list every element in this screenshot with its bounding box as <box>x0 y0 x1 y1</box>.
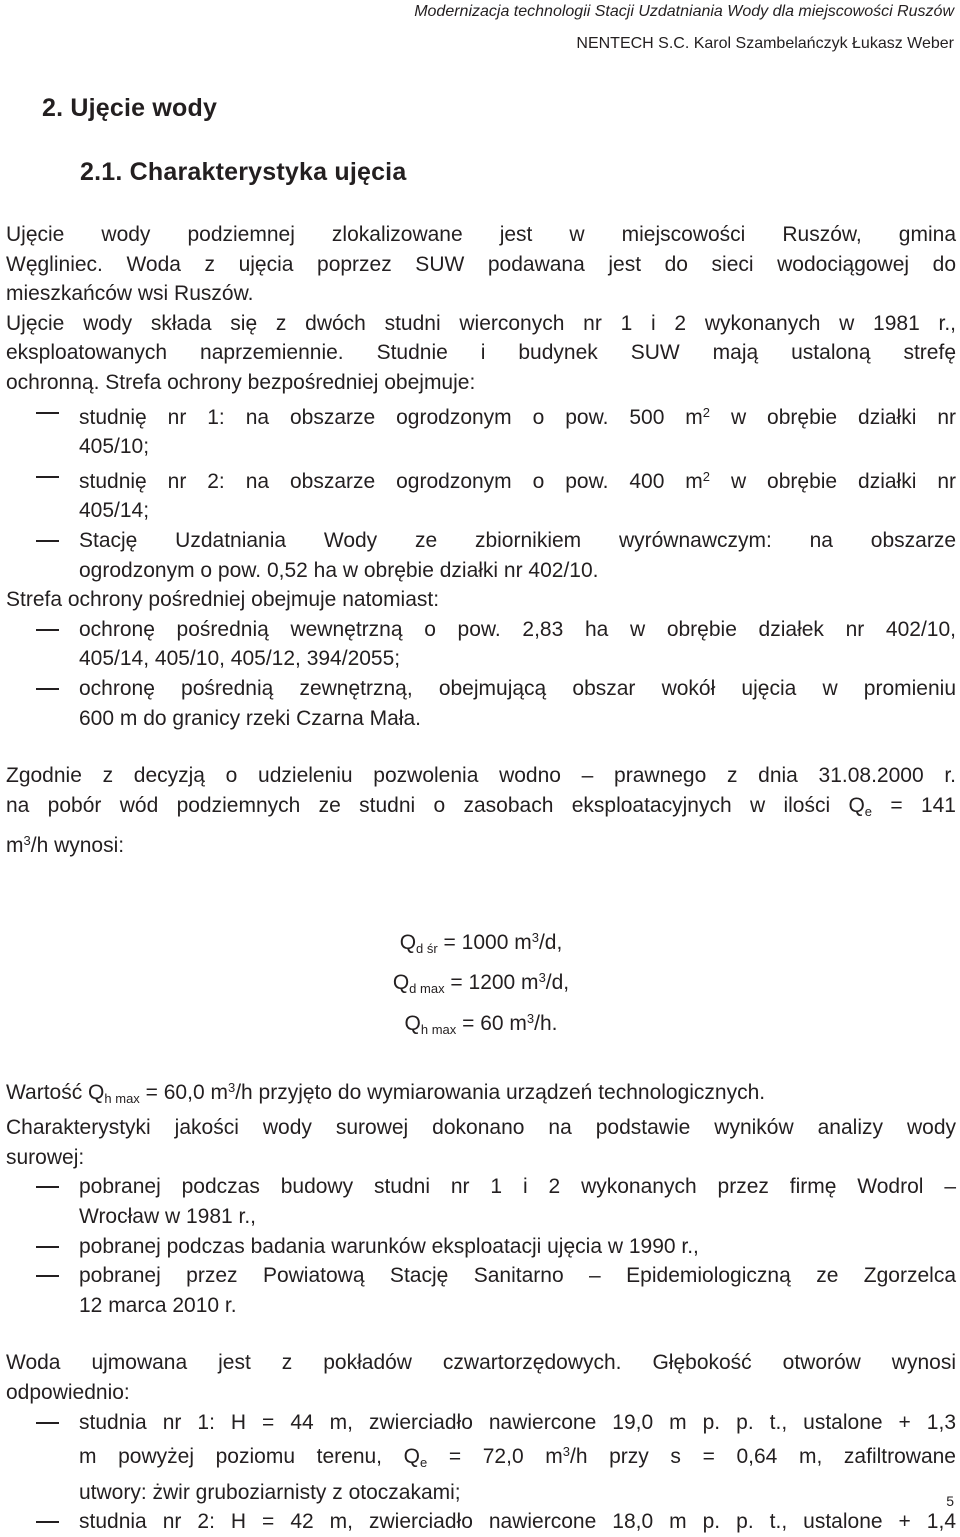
dash-bullet <box>36 1186 59 1188</box>
list-item <box>6 1408 956 1508</box>
list-text: pobranej podczas budowy studni nr 1 i 2 wykonanych przez firmę Wodrol – <box>79 1175 956 1199</box>
section-heading: 2. Ujęcie wody <box>42 94 218 122</box>
formula-text: = 60 m <box>456 1012 527 1036</box>
subsection-heading: 2.1. Charakterystyka ujęcia <box>80 158 407 186</box>
paragraph-line: Ujęcie wody podziemnej zlokalizowane jest w miejscowości Ruszów, gmina <box>6 223 956 246</box>
formula-text: /d, <box>545 971 570 995</box>
list-text: 405/14, 405/10, 405/12, 394/2055; <box>79 647 401 671</box>
list-text: ochronę pośrednią zewnętrzną, obejmującą obszar wokół ujęcia w promieniu <box>79 676 956 700</box>
superscript: 3 <box>227 1079 236 1095</box>
list-text: 405/14; <box>79 499 150 523</box>
list-text: 600 m do granicy rzeki Czarna Mała. <box>79 706 421 730</box>
dash-bullet <box>36 476 59 478</box>
superscript: 3 <box>562 1444 570 1460</box>
formula-symbol: Q <box>399 930 417 954</box>
list-text: 405/10; <box>79 435 150 459</box>
paragraph-line: odpowiednio: <box>6 1381 130 1404</box>
superscript: 3 <box>526 1011 535 1027</box>
header-company: NENTECH S.C. Karol Szambelańczyk Łukasz Weber <box>576 35 954 52</box>
list-text: ochronę pośrednią wewnętrzną o pow. 2,83 ha w obrębie działek nr 402/10, <box>79 617 956 641</box>
formula <box>6 923 956 964</box>
dash-bullet <box>36 1422 59 1424</box>
paragraph-text: m <box>6 834 24 858</box>
paragraph-text: = 60,0 m <box>139 1080 228 1104</box>
subscript: h max <box>104 1090 140 1106</box>
paragraph-line: Woda ujmowana jest z pokładów czwartorzędowych. Głębokość otworów wynosi <box>6 1351 956 1375</box>
list-text: ogrodzonym o pow. 0,52 ha w obrębie działki nr 402/10. <box>79 558 599 582</box>
list-text: = 72,0 m <box>427 1445 563 1469</box>
formula-text: = 1200 m <box>444 971 539 995</box>
paragraph-line: surowej: <box>6 1145 85 1169</box>
formula <box>6 1004 956 1045</box>
header-title: Modernizacja technologii Stacji Uzdatniania Wody dla miejscowości Ruszów <box>414 3 954 20</box>
formula-text: /d, <box>538 930 563 954</box>
superscript: 2 <box>702 404 711 420</box>
list-item <box>6 398 956 462</box>
list-text: w obrębie działki nr <box>710 469 956 493</box>
document-body <box>6 220 956 1537</box>
superscript: 2 <box>702 468 711 484</box>
list-text: studnia nr 2: H = 42 m, zwierciadło nawiercone 18,0 m p. p. t., ustalone + 1,4 <box>79 1510 956 1534</box>
list-text: /h przy s = 0,64 m, zafiltrowane <box>569 1445 956 1469</box>
paragraph-text: /h wynosi: <box>30 834 125 858</box>
list-text: utwory: żwir gruboziarnisty z otoczakami; <box>79 1480 461 1504</box>
dash-bullet <box>36 412 59 414</box>
superscript: 3 <box>538 970 546 986</box>
paragraph-text: na pobór wód podziemnych ze studni o zasobach eksploatacyjnych w ilości Q <box>6 793 865 817</box>
list-item <box>6 615 956 674</box>
list-text: 12 marca 2010 r. <box>79 1293 237 1317</box>
paragraph-line: Zgodnie z decyzją o udzieleniu pozwolenia wodno – prawnego z dnia 31.08.2000 r. <box>6 764 956 788</box>
list-text: pobranej podczas badania warunków eksploatacji ujęcia w 1990 r., <box>79 1234 699 1258</box>
list-text: pobranej przez Powiatową Stację Sanitarno – Epidemiologiczną ze Zgorzelca <box>79 1264 956 1288</box>
list-text: m powyżej poziomu terenu, Q <box>79 1445 420 1469</box>
list-text: studnię nr 2: na obszarze ogrodzonym o pow. 400 m <box>79 469 703 493</box>
dash-bullet <box>36 629 59 631</box>
list-text: studnię nr 1: na obszarze ogrodzonym o pow. 500 m <box>79 405 703 429</box>
paragraph-text: /h przyjęto do wymiarowania urządzeń technologicznych. <box>235 1080 766 1104</box>
paragraph-line: ochronną. Strefa ochrony bezpośredniej obejmuje: <box>6 370 476 394</box>
dash-bullet <box>36 540 59 542</box>
formula-text: /h. <box>534 1012 558 1036</box>
list-item <box>6 1261 956 1320</box>
list-text: studnia nr 1: H = 44 m, zwierciadło nawiercone 19,0 m p. p. t., ustalone + 1,3 <box>79 1410 956 1434</box>
page-number: 5 <box>946 1493 954 1509</box>
formula <box>6 963 956 1004</box>
dash-bullet <box>36 1275 59 1277</box>
subscript: d max <box>409 981 445 997</box>
paragraph-text: Wartość Q <box>6 1080 105 1104</box>
list-text: Stację Uzdatniania Wody ze zbiornikiem wyrównawczym: na obszarze <box>79 528 956 552</box>
paragraph-line: Węgliniec. Woda z ujęcia poprzez SUW podawana jest do sieci wodociągowej do <box>6 252 956 276</box>
paragraph-line: Strefa ochrony pośredniej obejmuje natomiast: <box>6 588 440 612</box>
list-item <box>6 1232 956 1262</box>
dash-bullet <box>36 688 59 690</box>
list-item <box>6 1172 956 1231</box>
list-item <box>6 462 956 526</box>
formula-symbol: Q <box>404 1012 421 1036</box>
paragraph-line: eksploatowanych naprzemiennie. Studnie i budynek SUW mają ustaloną strefę <box>6 341 956 365</box>
list-item <box>6 526 956 585</box>
formula-symbol: Q <box>392 971 410 995</box>
list-text: w obrębie działki nr <box>710 405 956 429</box>
paragraph-line: Charakterystyki jakości wody surowej dokonano na podstawie wyników analizy wody <box>6 1116 956 1140</box>
dash-bullet <box>36 1521 59 1523</box>
list-item <box>6 674 956 733</box>
paragraph-text: = 141 <box>872 793 956 817</box>
subscript: e <box>419 1455 428 1471</box>
list-text: Wrocław w 1981 r., <box>79 1205 257 1229</box>
list-item <box>6 1507 956 1537</box>
formula-text: = 1000 m <box>437 930 532 954</box>
superscript: 3 <box>531 929 539 945</box>
subscript: h max <box>420 1022 457 1038</box>
subscript: e <box>864 803 873 819</box>
dash-bullet <box>36 1246 59 1248</box>
paragraph-line: Ujęcie wody składa się z dwóch studni wierconych nr 1 i 2 wykonanych w 1981 r., <box>6 311 956 335</box>
subscript: d śr <box>416 940 438 956</box>
paragraph-line: mieszkańców wsi Ruszów. <box>6 282 254 306</box>
superscript: 3 <box>23 833 31 849</box>
